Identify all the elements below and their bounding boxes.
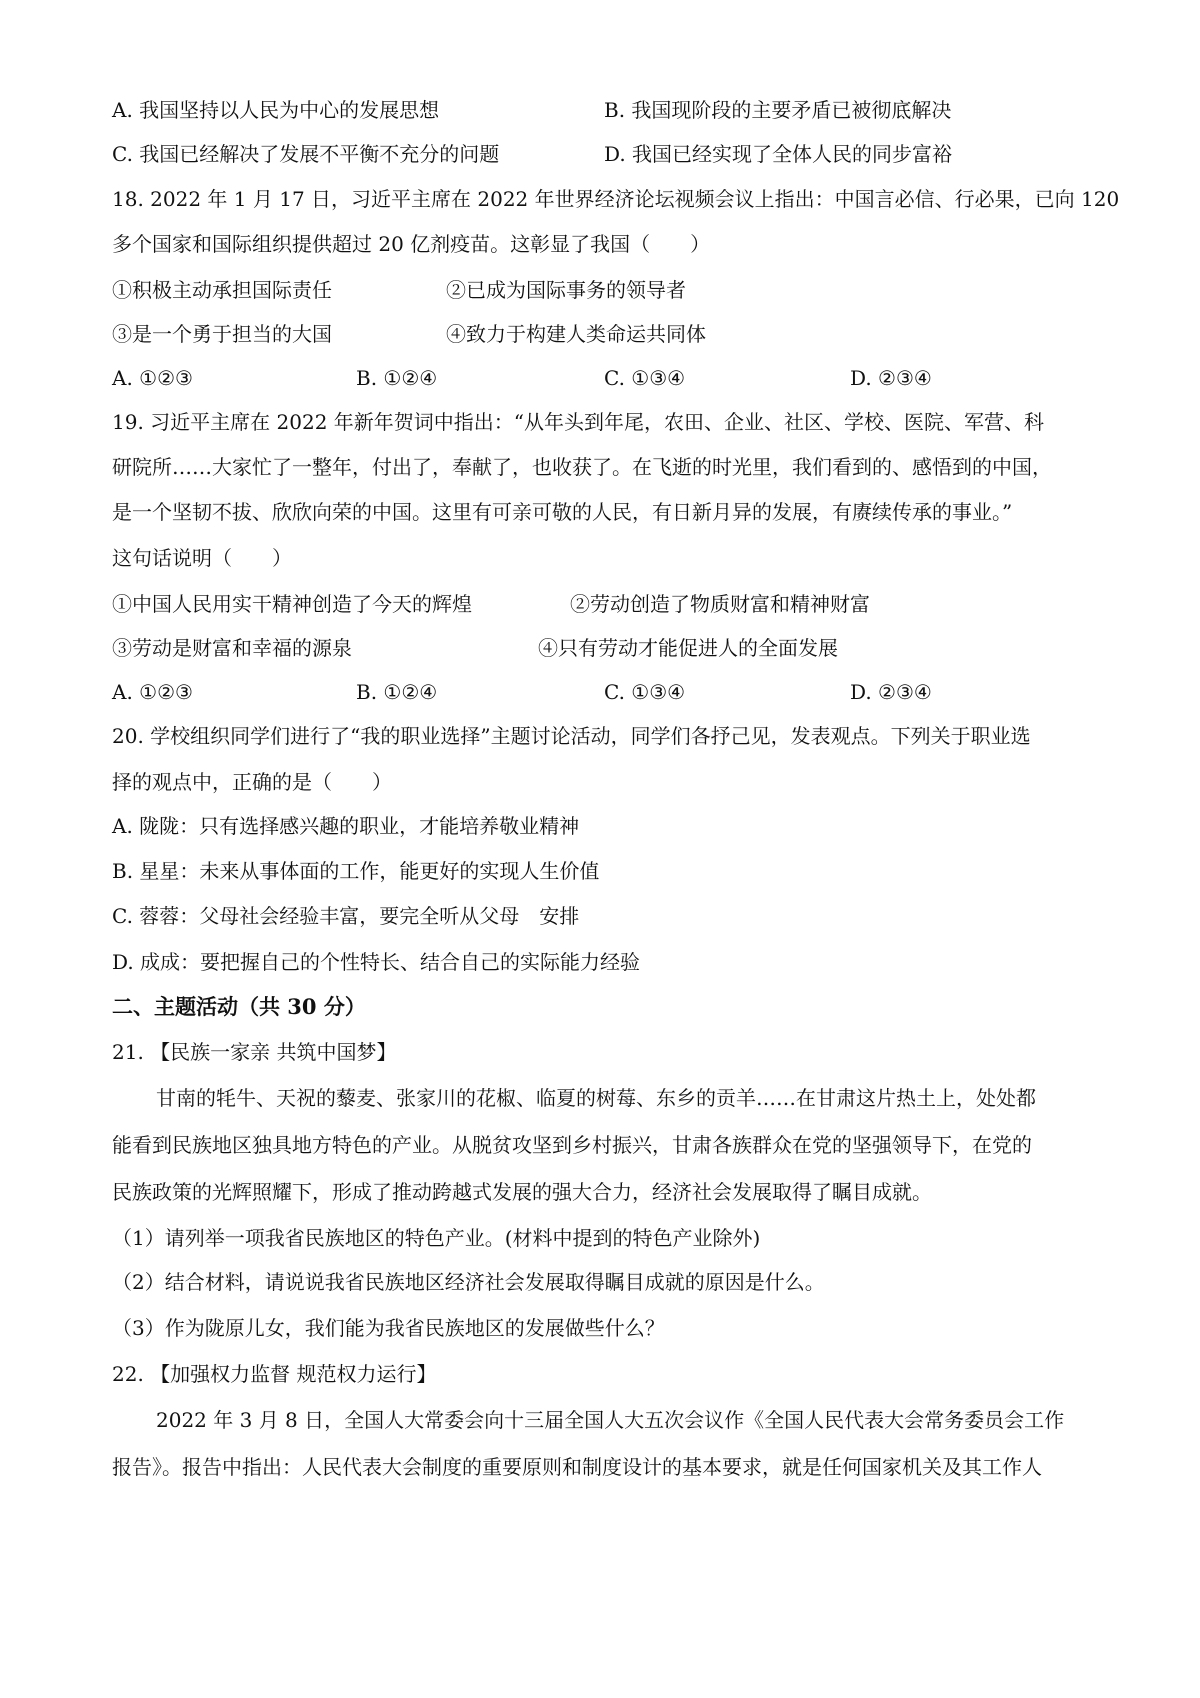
q19-stem-line: 这句话说明（ ）: [112, 546, 292, 570]
q21-subquestion-2: （2）结合材料，请说说我省民族地区经济社会发展取得瞩目成就的原因是什么。: [112, 1270, 825, 1294]
q22-material-line: 报告》。报告中指出：人民代表大会制度的重要原则和制度设计的基本要求，就是任何国家机关及其工作人: [112, 1455, 1042, 1479]
q17-option-c: C. 我国已经解决了发展不平衡不充分的问题: [112, 142, 500, 166]
q18-statement-4: ④致力于构建人类命运共同体: [446, 322, 706, 346]
q20-option-d: D. 成成：要把握自己的个性特长、结合自己的实际能力经验: [112, 950, 641, 974]
q21-title: 21. 【民族一家亲 共筑中国梦】: [112, 1040, 397, 1064]
q21-material-line: 甘南的牦牛、天祝的藜麦、张家川的花椒、临夏的树莓、东乡的贡羊……在甘肃这片热土上，处处都: [156, 1086, 1036, 1110]
q20-option-c: C. 蓉蓉：父母社会经验丰富，要完全听从父母 安排: [112, 904, 580, 928]
q19-statement-3: ③劳动是财富和幸福的源泉: [112, 636, 352, 660]
q22-material-line: 2022 年 3 月 8 日，全国人大常委会向十三届全国人大五次会议作《全国人民代表大会常务委员会工作: [156, 1408, 1065, 1432]
q20-stem-line: 择的观点中，正确的是（ ）: [112, 770, 392, 794]
q20-option-b: B. 星星：未来从事体面的工作，能更好的实现人生价值: [112, 859, 600, 883]
q19-statement-4: ④只有劳动才能促进人的全面发展: [538, 636, 838, 660]
q20-option-a: A. 陇陇：只有选择感兴趣的职业，才能培养敬业精神: [112, 814, 580, 838]
q19-option-a: A. ①②③: [112, 680, 193, 704]
q18-statement-1: ①积极主动承担国际责任: [112, 278, 332, 302]
q21-material-line: 能看到民族地区独具地方特色的产业。从脱贫攻坚到乡村振兴，甘肃各族群众在党的坚强领导下，在党的: [112, 1133, 1032, 1157]
q18-statement-2: ②已成为国际事务的领导者: [446, 278, 686, 302]
q19-statement-1: ①中国人民用实干精神创造了今天的辉煌: [112, 592, 472, 616]
q19-option-b: B. ①②④: [356, 680, 438, 704]
q21-subquestion-3: （3）作为陇原儿女，我们能为我省民族地区的发展做些什么？: [112, 1316, 665, 1340]
q21-subquestion-1: （1）请列举一项我省民族地区的特色产业。(材料中提到的特色产业除外): [112, 1226, 761, 1250]
q19-option-d: D. ②③④: [850, 680, 932, 704]
q19-stem-line: 是一个坚韧不拔、欣欣向荣的中国。这里有可亲可敬的人民，有日新月异的发展，有赓续传承的事业。”: [112, 500, 1013, 524]
q17-option-b: B. 我国现阶段的主要矛盾已被彻底解决: [604, 98, 952, 122]
q19-stem-line: 19. 习近平主席在 2022 年新年贺词中指出：“从年头到年尾，农田、企业、社区、学校、医院、军营、科: [112, 410, 1045, 434]
q18-option-d: D. ②③④: [850, 366, 932, 390]
q20-stem-line: 20. 学校组织同学们进行了“我的职业选择”主题讨论活动，同学们各抒己见，发表观点。下列关于职业选: [112, 724, 1031, 748]
q17-option-d: D. 我国已经实现了全体人民的同步富裕: [604, 142, 953, 166]
q19-statement-2: ②劳动创造了物质财富和精神财富: [570, 592, 870, 616]
q18-statement-3: ③是一个勇于担当的大国: [112, 322, 332, 346]
q18-option-a: A. ①②③: [112, 366, 193, 390]
q22-title: 22. 【加强权力监督 规范权力运行】: [112, 1362, 437, 1386]
q19-stem-line: 研院所……大家忙了一整年，付出了，奉献了，也收获了。在飞逝的时光里，我们看到的、感悟到的中国，: [112, 455, 1052, 479]
q19-option-c: C. ①③④: [604, 680, 686, 704]
q18-option-c: C. ①③④: [604, 366, 686, 390]
q18-stem-line: 多个国家和国际组织提供超过 20 亿剂疫苗。这彰显了我国（ ）: [112, 232, 711, 256]
q17-option-a: A. 我国坚持以人民为中心的发展思想: [112, 98, 440, 122]
q21-material-line: 民族政策的光辉照耀下，形成了推动跨越式发展的强大合力，经济社会发展取得了瞩目成就。: [112, 1180, 932, 1204]
q18-stem-line: 18. 2022 年 1 月 17 日，习近平主席在 2022 年世界经济论坛视频会议上指出：中国言必信、行必果，已向 120: [112, 187, 1120, 211]
q18-option-b: B. ①②④: [356, 366, 438, 390]
section-heading: 二、主题活动（共 30 分）: [112, 994, 366, 1019]
